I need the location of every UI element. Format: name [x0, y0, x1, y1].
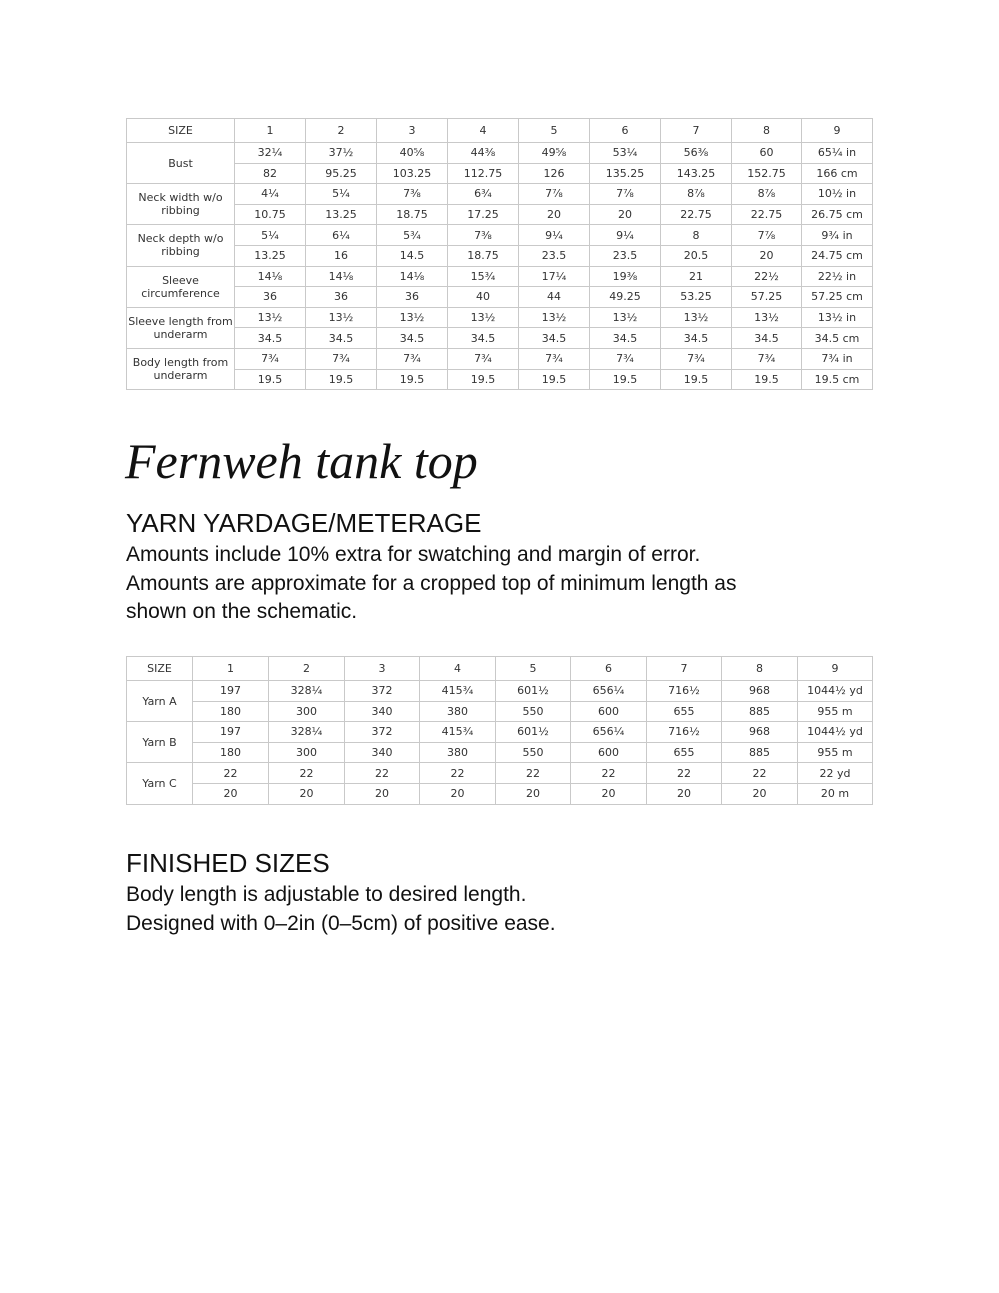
header-cell: SIZE: [127, 119, 235, 143]
header-cell: 6: [571, 657, 647, 681]
table-cell: 22: [193, 763, 269, 784]
table-cell: 19.5: [590, 369, 661, 390]
table-row: [127, 348, 873, 369]
table-cell: 7¾: [732, 348, 802, 369]
table-cell: 180: [193, 742, 269, 763]
table-cell: 968: [722, 681, 798, 702]
table-cell: 34.5: [661, 328, 732, 349]
table-cell: 300: [269, 701, 345, 722]
table-cell: 380: [420, 701, 496, 722]
table-cell: 601½: [496, 722, 571, 743]
table-cell: 7¾: [519, 348, 590, 369]
table-cell: 56⅜: [661, 143, 732, 164]
table-cell: 166 cm: [802, 163, 873, 184]
table-cell: 57.25: [732, 287, 802, 308]
table-cell: 34.5: [235, 328, 306, 349]
header-cell: 7: [661, 119, 732, 143]
table-cell: 13½: [661, 307, 732, 328]
table-row: [127, 722, 873, 743]
table-cell: 340: [345, 701, 420, 722]
header-cell: 9: [798, 657, 873, 681]
table-cell: 135.25: [590, 163, 661, 184]
table-cell: 22½ in: [802, 266, 873, 287]
table-cell: 380: [420, 742, 496, 763]
table-cell: 13.25: [306, 204, 377, 225]
table-cell: 340: [345, 742, 420, 763]
table-cell: 152.75: [732, 163, 802, 184]
table-cell: 19.5: [377, 369, 448, 390]
table-cell: 34.5: [306, 328, 377, 349]
table-cell: 7⅜: [448, 225, 519, 246]
table-cell: 82: [235, 163, 306, 184]
table-cell: 601½: [496, 681, 571, 702]
table-cell: 16: [306, 245, 377, 266]
table-cell: 19.5: [519, 369, 590, 390]
table-row: [127, 783, 873, 804]
table-row: [127, 742, 873, 763]
table-cell: 34.5: [519, 328, 590, 349]
table-cell: 1044½ yd: [798, 681, 873, 702]
table-cell: 34.5 cm: [802, 328, 873, 349]
finished-sizes-heading: FINISHED SIZES: [126, 848, 330, 878]
table-cell: 34.5: [732, 328, 802, 349]
header-cell: 4: [420, 657, 496, 681]
header-cell: 3: [377, 119, 448, 143]
table-cell: 8: [661, 225, 732, 246]
table-cell: 716½: [647, 681, 722, 702]
row-label: Yarn A: [127, 681, 193, 722]
table-cell: 112.75: [448, 163, 519, 184]
table-cell: 13½: [732, 307, 802, 328]
table-cell: 22: [269, 763, 345, 784]
table-cell: 6¾: [448, 184, 519, 205]
table-cell: 18.75: [448, 245, 519, 266]
table-cell: 60: [732, 143, 802, 164]
table-cell: 19.5: [732, 369, 802, 390]
table-cell: 22: [647, 763, 722, 784]
table-row: [127, 266, 873, 287]
table-row: [127, 307, 873, 328]
table-cell: 1044½ yd: [798, 722, 873, 743]
table-cell: 600: [571, 701, 647, 722]
table-cell: 415¾: [420, 722, 496, 743]
table-cell: 126: [519, 163, 590, 184]
table-cell: 10.75: [235, 204, 306, 225]
table-cell: 22: [722, 763, 798, 784]
table-row: [127, 184, 873, 205]
table-cell: 36: [306, 287, 377, 308]
table-cell: 40: [448, 287, 519, 308]
table-row: [127, 681, 873, 702]
table-cell: 22½: [732, 266, 802, 287]
table-cell: 143.25: [661, 163, 732, 184]
table-cell: 49⅝: [519, 143, 590, 164]
table-cell: 21: [661, 266, 732, 287]
table-cell: 44: [519, 287, 590, 308]
table-cell: 197: [193, 681, 269, 702]
table-cell: 20: [519, 204, 590, 225]
table-cell: 40⅝: [377, 143, 448, 164]
table-row: [127, 763, 873, 784]
table-row: [127, 701, 873, 722]
table-cell: 20 m: [798, 783, 873, 804]
header-cell: 1: [235, 119, 306, 143]
row-label: Neck width w/o ribbing: [127, 184, 235, 225]
table-cell: 26.75 cm: [802, 204, 873, 225]
table-cell: 7⅞: [732, 225, 802, 246]
table-cell: 7¾ in: [802, 348, 873, 369]
table-cell: 550: [496, 701, 571, 722]
table-row: [127, 328, 873, 349]
yarn-table: [126, 656, 873, 805]
table-cell: 13½: [377, 307, 448, 328]
table-cell: 22: [496, 763, 571, 784]
table-cell: 180: [193, 701, 269, 722]
table-cell: 197: [193, 722, 269, 743]
table-cell: 372: [345, 722, 420, 743]
header-cell: 8: [722, 657, 798, 681]
row-label: Neck depth w/o ribbing: [127, 225, 235, 266]
table-cell: 53.25: [661, 287, 732, 308]
pattern-title: Fernweh tank top: [125, 433, 478, 489]
table-cell: 955 m: [798, 701, 873, 722]
table-cell: 372: [345, 681, 420, 702]
table-cell: 7¾: [661, 348, 732, 369]
table-cell: 8⅞: [661, 184, 732, 205]
table-cell: 32¼: [235, 143, 306, 164]
table-cell: 95.25: [306, 163, 377, 184]
header-cell: 6: [590, 119, 661, 143]
row-label: Sleeve circumference: [127, 266, 235, 307]
table-row: [127, 204, 873, 225]
table-cell: 600: [571, 742, 647, 763]
table-cell: 49.25: [590, 287, 661, 308]
measurements-header-row: [127, 119, 873, 143]
table-cell: 65¼ in: [802, 143, 873, 164]
table-cell: 34.5: [590, 328, 661, 349]
table-cell: 18.75: [377, 204, 448, 225]
table-row: [127, 245, 873, 266]
table-cell: 22: [571, 763, 647, 784]
header-cell: 8: [732, 119, 802, 143]
table-cell: 34.5: [448, 328, 519, 349]
table-cell: 20: [345, 783, 420, 804]
table-cell: 328¼: [269, 681, 345, 702]
table-cell: 656¼: [571, 722, 647, 743]
row-label: Yarn B: [127, 722, 193, 763]
table-cell: 19.5: [448, 369, 519, 390]
header-cell: 2: [306, 119, 377, 143]
table-cell: 955 m: [798, 742, 873, 763]
table-cell: 14⅛: [235, 266, 306, 287]
table-cell: 53¼: [590, 143, 661, 164]
table-cell: 655: [647, 701, 722, 722]
table-cell: 968: [722, 722, 798, 743]
row-label: Yarn C: [127, 763, 193, 804]
table-cell: 17.25: [448, 204, 519, 225]
table-cell: 10½ in: [802, 184, 873, 205]
finished-sizes-description: [126, 881, 556, 938]
finished-sizes-line: Body length is adjustable to desired length.: [126, 883, 527, 906]
header-cell: 5: [519, 119, 590, 143]
yarn-description: [126, 541, 736, 627]
table-cell: 14⅛: [306, 266, 377, 287]
row-label: Sleeve length from underarm: [127, 307, 235, 348]
row-label: Bust: [127, 143, 235, 184]
table-cell: 23.5: [590, 245, 661, 266]
table-cell: 7⅞: [590, 184, 661, 205]
table-cell: 9¼: [519, 225, 590, 246]
table-cell: 36: [377, 287, 448, 308]
header-cell: 5: [496, 657, 571, 681]
table-cell: 22: [345, 763, 420, 784]
table-cell: 19.5: [235, 369, 306, 390]
table-cell: 7¾: [377, 348, 448, 369]
table-cell: 37½: [306, 143, 377, 164]
table-cell: 550: [496, 742, 571, 763]
table-cell: 6¼: [306, 225, 377, 246]
table-cell: 13½: [448, 307, 519, 328]
header-cell: SIZE: [127, 657, 193, 681]
table-cell: 13½: [519, 307, 590, 328]
table-cell: 7⅜: [377, 184, 448, 205]
table-cell: 36: [235, 287, 306, 308]
header-cell: 9: [802, 119, 873, 143]
table-cell: 885: [722, 742, 798, 763]
table-cell: 5¾: [377, 225, 448, 246]
header-cell: 1: [193, 657, 269, 681]
table-cell: 14⅛: [377, 266, 448, 287]
table-cell: 24.75 cm: [802, 245, 873, 266]
table-cell: 20: [722, 783, 798, 804]
yarn-description-line: Amounts are approximate for a cropped top of minimum length as: [126, 571, 737, 595]
table-cell: 57.25 cm: [802, 287, 873, 308]
table-row: [127, 369, 873, 390]
yarn-description-line: shown on the schematic.: [126, 600, 358, 623]
table-cell: 19⅜: [590, 266, 661, 287]
table-cell: 15¾: [448, 266, 519, 287]
yarn-header-row: [127, 657, 873, 681]
table-row: [127, 225, 873, 246]
table-cell: 5¼: [306, 184, 377, 205]
yarn-heading: YARN YARDAGE/METERAGE: [126, 508, 482, 538]
table-cell: 9¼: [590, 225, 661, 246]
table-cell: 885: [722, 701, 798, 722]
table-cell: 22.75: [732, 204, 802, 225]
table-cell: 13½ in: [802, 307, 873, 328]
table-cell: 23.5: [519, 245, 590, 266]
header-cell: 3: [345, 657, 420, 681]
table-cell: 13.25: [235, 245, 306, 266]
table-cell: 103.25: [377, 163, 448, 184]
table-cell: 300: [269, 742, 345, 763]
header-cell: 2: [269, 657, 345, 681]
table-cell: 7¾: [306, 348, 377, 369]
table-cell: 19.5 cm: [802, 369, 873, 390]
table-cell: 9¾ in: [802, 225, 873, 246]
table-cell: 22: [420, 763, 496, 784]
table-cell: 20: [590, 204, 661, 225]
table-cell: 44⅜: [448, 143, 519, 164]
header-cell: 7: [647, 657, 722, 681]
header-cell: 4: [448, 119, 519, 143]
table-cell: 20: [496, 783, 571, 804]
table-cell: 22.75: [661, 204, 732, 225]
table-cell: 19.5: [661, 369, 732, 390]
finished-sizes-line: Designed with 0–2in (0–5cm) of positive ease.: [126, 911, 556, 935]
table-cell: 7¾: [590, 348, 661, 369]
table-row: [127, 287, 873, 308]
table-cell: 20: [732, 245, 802, 266]
table-row: [127, 143, 873, 164]
table-cell: 4¼: [235, 184, 306, 205]
row-label: Body length from underarm: [127, 348, 235, 389]
measurements-table: [126, 118, 873, 390]
table-cell: 7¾: [235, 348, 306, 369]
table-cell: 13½: [306, 307, 377, 328]
table-cell: 34.5: [377, 328, 448, 349]
table-cell: 13½: [235, 307, 306, 328]
table-cell: 7¾: [448, 348, 519, 369]
table-cell: 716½: [647, 722, 722, 743]
table-cell: 20: [420, 783, 496, 804]
table-row: [127, 163, 873, 184]
table-cell: 20.5: [661, 245, 732, 266]
table-cell: 22 yd: [798, 763, 873, 784]
table-cell: 655: [647, 742, 722, 763]
table-cell: 415¾: [420, 681, 496, 702]
table-cell: 20: [647, 783, 722, 804]
table-cell: 656¼: [571, 681, 647, 702]
table-cell: 8⅞: [732, 184, 802, 205]
table-cell: 20: [193, 783, 269, 804]
table-cell: 20: [269, 783, 345, 804]
table-cell: 5¼: [235, 225, 306, 246]
table-cell: 17¼: [519, 266, 590, 287]
table-cell: 14.5: [377, 245, 448, 266]
yarn-description-line: Amounts include 10% extra for swatching and margin of error.: [126, 543, 701, 566]
table-cell: 20: [571, 783, 647, 804]
table-cell: 328¼: [269, 722, 345, 743]
table-cell: 7⅞: [519, 184, 590, 205]
table-cell: 13½: [590, 307, 661, 328]
table-cell: 19.5: [306, 369, 377, 390]
